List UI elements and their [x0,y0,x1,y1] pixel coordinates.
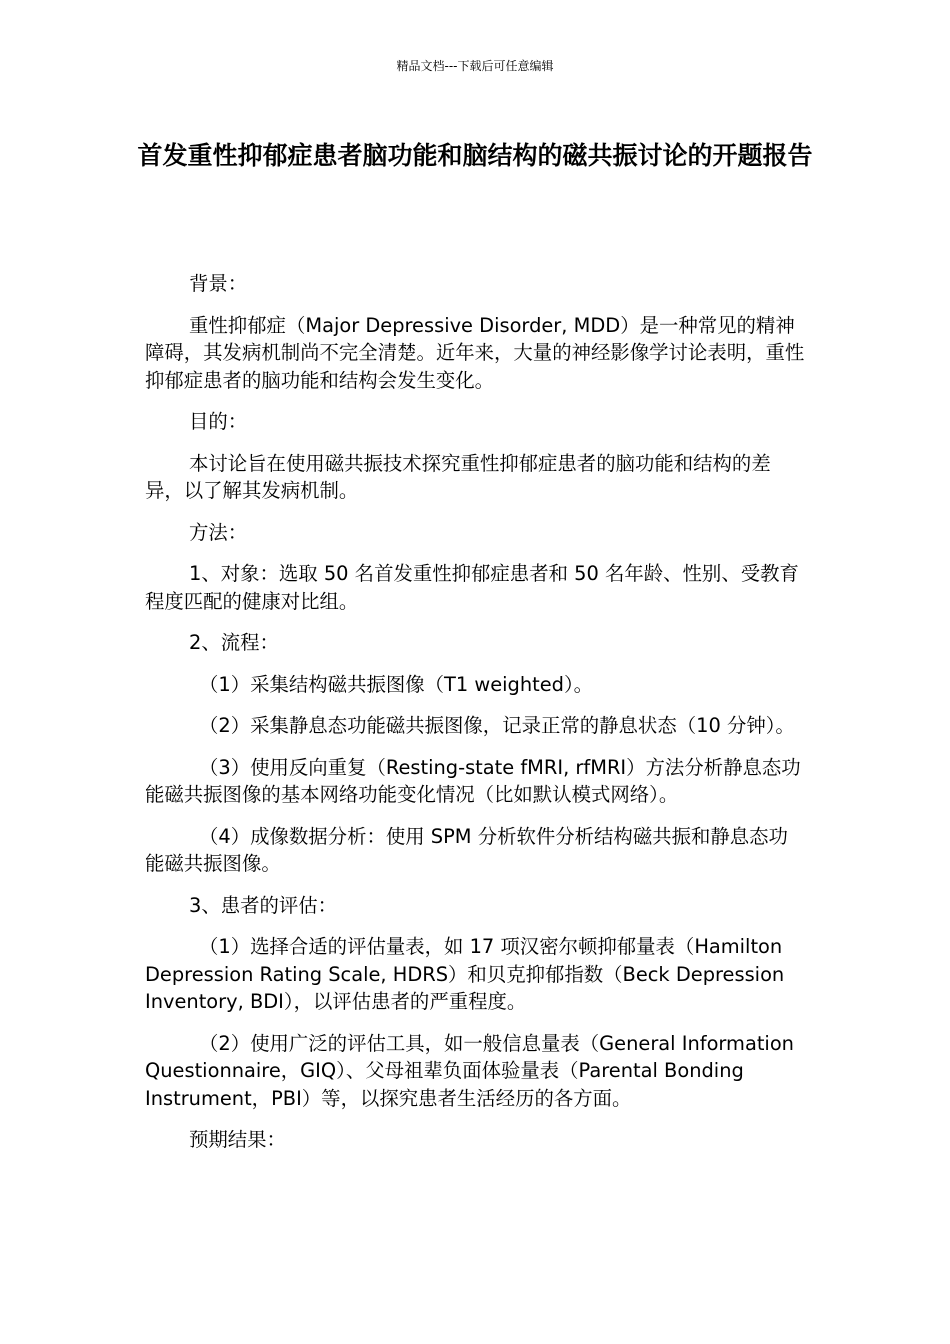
assessment-item-1: （1）选择合适的评估量表，如 17 项汉密尔顿抑郁量表（Hamilton Depression Rating Scale, HDRS）和贝克抑郁指数（Beck Depression Inventory, BDI），以评估患者的严重程度。 [145,935,785,1013]
assessment-item-2: （2）使用广泛的评估工具，如一般信息量表（General Information Questionnaire，GIQ）、父母祖辈负面体验量表（Parental Bonding Instrument，PBI）等，以探究患者生活经历的各方面。 [145,1031,794,1110]
purpose-heading: 目的： [189,410,248,433]
document-title: 首发重性抑郁症患者脑功能和脑结构的磁共振讨论的开题报告 [137,141,813,170]
methods-heading: 方法： [189,520,248,544]
process-step-4: （4）成像数据分析：使用 SPM 分析软件分析结构磁共振和静息态功能磁共振图像。 [145,824,788,875]
purpose-paragraph: 本讨论旨在使用磁共振技术探究重性抑郁症患者的脑功能和结构的差异，以了解其发病机制。 [145,451,771,502]
process-step-1: （1）采集结构磁共振图像（T1 weighted）。 [199,672,594,696]
methods-subjects-paragraph: 1、对象：选取 50 名首发重性抑郁症患者和 50 名年龄、性别、受教育程度匹配的健康对比组。 [145,562,799,613]
expected-results-heading: 预期结果： [189,1128,286,1151]
assessment-heading: 3、患者的评估： [189,893,338,917]
page-header: 精品文档---下载后可任意编辑 [396,59,554,73]
process-step-3: （3）使用反向重复（Resting-state fMRI, rfMRI）方法分析静息态功能磁共振图像的基本网络功能变化情况（比如默认模式网络）。 [145,755,801,806]
background-heading: 背景： [189,272,248,295]
background-paragraph: 重性抑郁症（Major Depressive Disorder, MDD）是一种常见的精神障碍，其发病机制尚不完全清楚。近年来，大量的神经影像学讨论表明，重性抑郁症患者的脑功能和结构会发生变化。 [145,313,805,392]
document-body [145,270,805,1168]
process-step-2: （2）采集静息态功能磁共振图像，记录正常的静息状态（10 分钟）。 [199,714,795,737]
methods-process-heading: 2、流程： [189,631,279,654]
